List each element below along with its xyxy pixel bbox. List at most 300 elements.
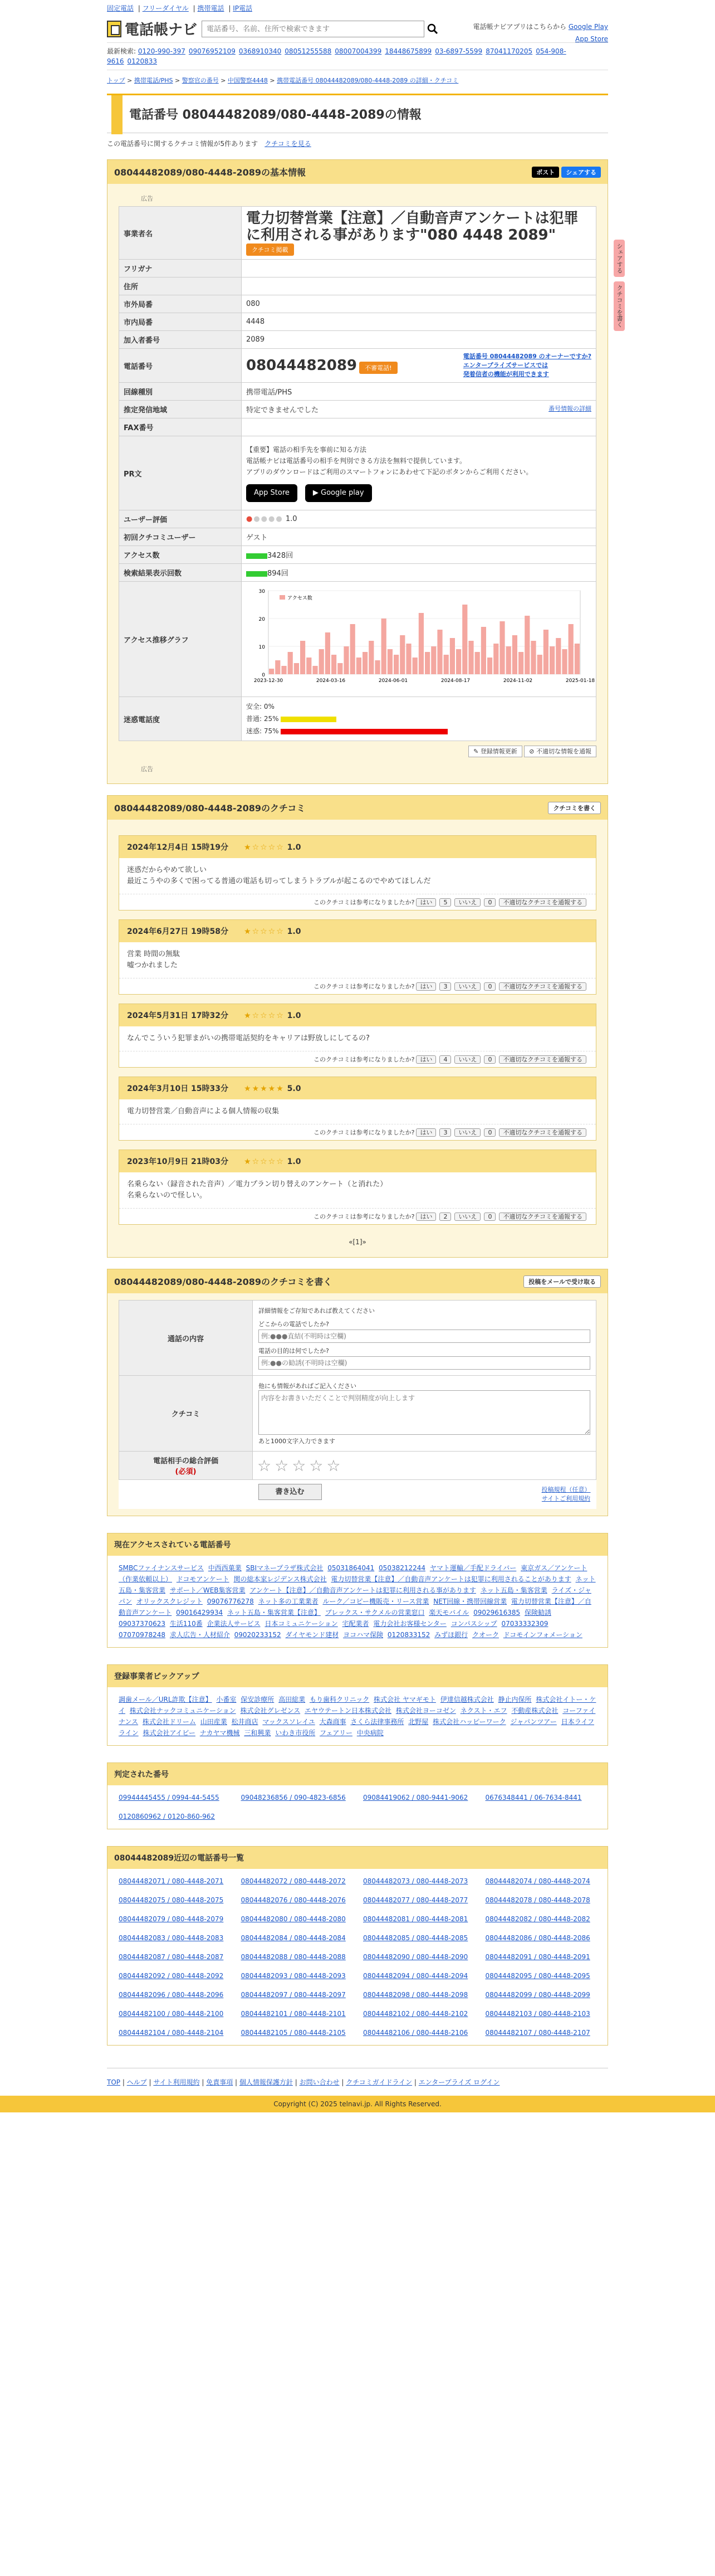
pickup-link[interactable]: ネクスト・エフ bbox=[460, 1707, 507, 1715]
nearby-number-link[interactable]: 08044482101 / 080-4448-2101 bbox=[241, 2010, 346, 2018]
normal-bar bbox=[281, 717, 336, 722]
access-bar-mark bbox=[331, 655, 336, 674]
access-link[interactable]: 宅配業者 bbox=[342, 1620, 369, 1628]
no-count: 0 bbox=[484, 898, 496, 907]
access-bar-mark bbox=[337, 663, 342, 674]
nearby-number-link[interactable]: 08044482095 / 080-4448-2095 bbox=[485, 1972, 590, 1980]
char-count: あと1000文字入力できます bbox=[258, 1438, 335, 1445]
region-label: 推定発信地域 bbox=[119, 401, 242, 418]
subscriber-value: 2089 bbox=[242, 331, 596, 349]
helpful-yes-button[interactable]: はい bbox=[416, 1128, 436, 1137]
pickup-link[interactable]: 株式会社アイビー bbox=[143, 1729, 195, 1737]
purpose-input[interactable] bbox=[258, 1356, 590, 1370]
access-bar-mark bbox=[300, 641, 305, 674]
access-link[interactable]: 中西西菓業 bbox=[208, 1564, 242, 1572]
footer-link[interactable]: 免責事項 bbox=[206, 2078, 233, 2086]
see-reviews-link[interactable]: クチコミを見る bbox=[265, 140, 311, 148]
nearby-number-link[interactable]: 08044482078 / 080-4448-2078 bbox=[485, 1896, 590, 1904]
access-link[interactable]: 電力会社お客様センター bbox=[373, 1620, 447, 1628]
access-link[interactable]: クオーク bbox=[472, 1631, 499, 1639]
review-card bbox=[119, 1150, 596, 1225]
x-tick-label: 2024-03-16 bbox=[316, 678, 346, 684]
caller-question: どこからの電話でしたか? bbox=[258, 1321, 329, 1328]
pickup-link[interactable]: 株式会社ハッピーワーク bbox=[433, 1718, 506, 1726]
submit-button[interactable]: 書き込む bbox=[258, 1484, 322, 1500]
access-bar-mark bbox=[506, 646, 511, 674]
access-link[interactable]: ドコモアンケート bbox=[176, 1575, 229, 1583]
nearby-number-link[interactable]: 08044482071 / 080-4448-2071 bbox=[119, 1877, 224, 1885]
terms-link[interactable]: サイトご利用規約 bbox=[541, 1495, 591, 1502]
nearby-number-link[interactable]: 08044482085 / 080-4448-2085 bbox=[363, 1934, 468, 1942]
access-section bbox=[107, 1533, 608, 1648]
review-card bbox=[119, 1004, 596, 1068]
access-bar-mark bbox=[537, 655, 542, 674]
google-play-link[interactable]: Google Play bbox=[568, 23, 608, 31]
local-code-value: 4448 bbox=[242, 313, 596, 331]
access-link[interactable]: 電力切替営業【注意】／自動音声アンケート bbox=[119, 1598, 591, 1616]
rating-star-input[interactable]: ☆☆☆☆☆ bbox=[253, 1452, 596, 1480]
access-bar-mark bbox=[419, 613, 424, 674]
access-link[interactable]: ネット五島・集客営業【注意】 bbox=[227, 1609, 321, 1616]
subscriber-label: 加入者番号 bbox=[119, 331, 242, 349]
access-link[interactable]: 東京ガス／アンケート（作業依頼以上） bbox=[119, 1564, 587, 1583]
access-bar-mark bbox=[425, 652, 430, 674]
helpful-question: このクチコミは参考になりましたか? bbox=[314, 1213, 415, 1220]
review-stars: ★☆☆☆☆ bbox=[244, 843, 285, 852]
helpful-no-button[interactable]: いいえ bbox=[454, 1055, 481, 1064]
access-value: 3428回 bbox=[267, 552, 293, 560]
x-tick-label: 2023-12-30 bbox=[253, 678, 283, 684]
access-link[interactable]: 07070978248 bbox=[119, 1631, 165, 1639]
pickup-link[interactable]: 伊達信越株式会社 bbox=[440, 1696, 494, 1703]
pickup-section bbox=[107, 1664, 608, 1746]
judged-number-link[interactable]: 09084419062 / 080-9441-9062 bbox=[363, 1794, 468, 1801]
nearby-number-link[interactable]: 08044482093 / 080-4448-2093 bbox=[241, 1972, 346, 1980]
report-review-button[interactable]: 不適切なクチコミを通報する bbox=[499, 898, 586, 907]
helpful-no-button[interactable]: いいえ bbox=[454, 1128, 481, 1137]
danger-label: 迷惑電話度 bbox=[119, 697, 242, 741]
recent-link[interactable]: 08051255588 bbox=[285, 47, 332, 55]
app-promo-text: 電話帳ナビアプリはこちらから bbox=[473, 23, 567, 31]
recent-link[interactable]: 054-908-9616 bbox=[107, 47, 566, 65]
access-link[interactable]: オリックスクレジット bbox=[136, 1598, 203, 1605]
purpose-question: 電話の目的は何でしたか? bbox=[258, 1347, 329, 1355]
furigana-value bbox=[242, 260, 596, 277]
access-link[interactable]: 09076776278 bbox=[207, 1598, 254, 1605]
nearby-number-link[interactable]: 08044482084 / 080-4448-2084 bbox=[241, 1934, 346, 1942]
access-link[interactable]: アンケート【注意】／自動音声アンケートは犯罪に利用される事があります bbox=[249, 1586, 476, 1594]
footer-link[interactable]: サイト利用規約 bbox=[153, 2078, 200, 2086]
access-bar-mark bbox=[413, 658, 418, 674]
footer-link[interactable]: 個人情報保護方針 bbox=[239, 2078, 293, 2086]
access-link[interactable]: 07033332309 bbox=[501, 1620, 549, 1628]
pickup-link[interactable]: 不動産株式会社 bbox=[511, 1707, 559, 1715]
report-info-button[interactable] bbox=[524, 746, 596, 757]
access-link[interactable]: SBIマネープラザ株式会社 bbox=[246, 1564, 324, 1572]
x-tick-label: 2024-06-01 bbox=[378, 678, 408, 684]
nearby-number-link[interactable]: 08044482081 / 080-4448-2081 bbox=[363, 1915, 468, 1923]
breadcrumb-link[interactable]: トップ bbox=[107, 77, 125, 84]
access-link[interactable]: 生活110番 bbox=[169, 1620, 203, 1628]
y-tick-label: 30 bbox=[258, 589, 265, 595]
basic-info-section bbox=[107, 159, 608, 784]
edit-icon: ✎ bbox=[473, 748, 481, 755]
access-link[interactable]: 05031864041 bbox=[327, 1564, 375, 1572]
pickup-link[interactable]: 株式会社イトー・ケイ bbox=[119, 1696, 596, 1715]
first-user-label: 初回クチコミユーザー bbox=[119, 528, 242, 546]
access-bar bbox=[246, 553, 267, 559]
access-link[interactable]: ネット五島・集客営業 bbox=[480, 1586, 547, 1594]
nearby-number-link[interactable]: 08044482106 / 080-4448-2106 bbox=[363, 2029, 468, 2037]
access-link[interactable]: コンパスシップ bbox=[450, 1620, 497, 1628]
ad-label: 広告 bbox=[141, 195, 153, 202]
y-tick-label: 10 bbox=[258, 645, 265, 650]
search-icon[interactable] bbox=[424, 21, 441, 37]
legend-swatch bbox=[280, 595, 285, 600]
fax-value bbox=[242, 418, 596, 436]
nearby-number-link[interactable]: 08044482079 / 080-4448-2079 bbox=[119, 1915, 224, 1923]
nearby-number-link[interactable]: 08044482099 / 080-4448-2099 bbox=[485, 1991, 590, 1999]
top-nav-link[interactable]: フリーダイヤル bbox=[142, 4, 189, 12]
footer-link[interactable]: エンタープライズ ログイン bbox=[418, 2078, 500, 2086]
owner-link[interactable]: 電話番号 08044482089 のオーナーですか? bbox=[463, 353, 591, 360]
access-link[interactable]: 05038212244 bbox=[379, 1564, 426, 1572]
access-link[interactable]: ダイヤモンド建材 bbox=[285, 1631, 339, 1639]
nearby-number-link[interactable]: 08044482073 / 080-4448-2073 bbox=[363, 1877, 468, 1885]
nearby-number-link[interactable]: 08044482080 / 080-4448-2080 bbox=[241, 1915, 346, 1923]
pickup-link[interactable]: 株式会社グレゼンス bbox=[240, 1707, 301, 1715]
recent-link[interactable]: 08007004399 bbox=[335, 47, 382, 55]
recent-link[interactable]: 0368910340 bbox=[238, 47, 282, 55]
phone-label: 電話番号 bbox=[119, 349, 242, 383]
business-name-label: 事業者名 bbox=[119, 207, 242, 260]
mail-subscribe-button[interactable]: 投稿をメールで受け取る bbox=[523, 1275, 601, 1288]
footer-link[interactable]: クチコミガイドライン bbox=[346, 2078, 413, 2086]
pickup-link[interactable]: 中央病院 bbox=[356, 1729, 384, 1737]
nearby-number-link[interactable]: 08044482082 / 080-4448-2082 bbox=[485, 1915, 590, 1923]
page bbox=[107, 0, 623, 2096]
nearby-number-link[interactable]: 08044482091 / 080-4448-2091 bbox=[485, 1953, 590, 1961]
pickup-link[interactable]: いわき市役所 bbox=[275, 1729, 316, 1737]
access-link[interactable]: 企業法人サービス bbox=[207, 1620, 261, 1628]
access-link[interactable]: 09037370623 bbox=[119, 1620, 165, 1628]
address-value bbox=[242, 277, 596, 295]
breadcrumb: トップ > 携帯電話/PHS > 警察官の番号 > 中国警察4448 > 携帯電話番号 08044482089/080-4448-2089 の詳細・クチコミ bbox=[107, 77, 459, 84]
local-code-label: 市内局番 bbox=[119, 313, 242, 331]
access-link[interactable]: 日本コミュニケーション bbox=[265, 1620, 338, 1628]
display-bar bbox=[246, 571, 267, 577]
access-bar-mark bbox=[525, 616, 530, 674]
access-bar-mark bbox=[462, 605, 467, 674]
pickup-link[interactable]: 小番室 bbox=[216, 1696, 237, 1703]
access-bar-mark bbox=[294, 663, 299, 674]
helpful-question: このクチコミは参考になりましたか? bbox=[314, 1129, 415, 1136]
review-question: 他にも情報があればご記入ください bbox=[258, 1382, 356, 1390]
top-nav-link[interactable]: 携帯電話 bbox=[197, 4, 224, 12]
access-bar-mark bbox=[493, 644, 498, 674]
no-count: 0 bbox=[484, 982, 496, 991]
review-form bbox=[119, 1300, 596, 1509]
report-review-button[interactable]: 不適切なクチコミを通報する bbox=[499, 982, 586, 991]
yes-count: 5 bbox=[439, 898, 451, 907]
access-bar-mark bbox=[325, 632, 330, 674]
nearby-number-link[interactable]: 08044482075 / 080-4448-2075 bbox=[119, 1896, 224, 1904]
judged-heading: 判定された番号 bbox=[107, 1763, 608, 1785]
breadcrumb-link[interactable]: 携帯電話番号 08044482089/080-4448-2089 の詳細・クチコミ bbox=[277, 77, 459, 84]
review-text: 電力切替営業／自動音声による個人情報の収集 bbox=[127, 1107, 280, 1116]
recent-link[interactable]: 18448675899 bbox=[385, 47, 432, 55]
pickup-link[interactable]: エヤウテートン日本株式会社 bbox=[304, 1707, 391, 1715]
pickup-link[interactable]: さくら法律事務所 bbox=[350, 1718, 404, 1726]
fax-label: FAX番号 bbox=[119, 418, 242, 436]
breadcrumb-link[interactable]: 携帯電話/PHS bbox=[134, 77, 173, 84]
pickup-link[interactable]: 日本ライフライン bbox=[119, 1718, 594, 1737]
pickup-link[interactable]: 株式会社ドリーム bbox=[142, 1718, 196, 1726]
furigana-label: フリガナ bbox=[119, 260, 242, 277]
nearby-number-link[interactable]: 08044482098 / 080-4448-2098 bbox=[363, 1991, 468, 1999]
review-score: 1.0 bbox=[287, 1011, 301, 1020]
review-date: 2024年12月4日 15時19分 bbox=[127, 843, 229, 852]
phone-number: 08044482089 bbox=[246, 357, 357, 374]
pager[interactable]: «[1]» bbox=[349, 1238, 366, 1246]
nearby-number-link[interactable]: 08044482090 / 080-4448-2090 bbox=[363, 1953, 468, 1961]
app-store-link[interactable]: App Store bbox=[575, 35, 608, 43]
access-bar-mark bbox=[388, 649, 393, 674]
access-bar-mark bbox=[281, 666, 286, 674]
access-bar-mark bbox=[406, 644, 411, 674]
nearby-number-link[interactable]: 08044482105 / 080-4448-2105 bbox=[241, 2029, 346, 2037]
yes-count: 2 bbox=[439, 1212, 451, 1221]
side-review[interactable]: クチコミを書く bbox=[614, 281, 625, 331]
pr-label: PR文 bbox=[119, 436, 242, 510]
access-link[interactable]: 09016429934 bbox=[176, 1609, 223, 1616]
top-nav-link[interactable]: 固定電話 bbox=[107, 4, 134, 12]
pickup-link[interactable]: ジャパンツアー bbox=[510, 1718, 557, 1726]
recent-link[interactable]: 0120833 bbox=[127, 57, 157, 65]
nearby-number-link[interactable]: 08044482094 / 080-4448-2094 bbox=[363, 1972, 468, 1980]
recent-label: 最新検索: bbox=[107, 47, 136, 55]
access-link[interactable]: ブレックス・サクメルの営業窓口 bbox=[325, 1609, 425, 1616]
judged-number-link[interactable]: 09944445455 / 0994-44-5455 bbox=[119, 1794, 219, 1801]
helpful-no-button[interactable]: いいえ bbox=[454, 982, 481, 991]
caller-input[interactable] bbox=[258, 1330, 590, 1343]
access-link[interactable]: ドコモインフォメーション bbox=[503, 1631, 582, 1639]
nearby-number-link[interactable]: 08044482097 / 080-4448-2097 bbox=[241, 1991, 346, 1999]
page-title: 電話番号 08044482089/080-4448-2089の情報 bbox=[129, 108, 422, 122]
enterprise-link[interactable]: エンタープライズサービスでは bbox=[463, 362, 549, 369]
review-text: 営業 時間の無駄 嘘つかれました bbox=[127, 950, 180, 970]
pickup-link[interactable]: 北野屋 bbox=[408, 1718, 429, 1726]
review-date: 2024年6月27日 19時58分 bbox=[127, 927, 229, 936]
pickup-link[interactable]: 調歯メール／URL詐欺【注意】 bbox=[119, 1696, 212, 1703]
call-content-label: 通話の内容 bbox=[119, 1301, 253, 1376]
access-link[interactable]: ヨコハマ保険 bbox=[343, 1631, 384, 1639]
report-review-button[interactable]: 不適切なクチコミを通報する bbox=[499, 1055, 586, 1064]
access-link[interactable]: ライズ・ジャパン bbox=[119, 1586, 591, 1605]
nearby-number-link[interactable]: 08044482074 / 080-4448-2074 bbox=[485, 1877, 590, 1885]
nearby-number-link[interactable]: 08044482083 / 080-4448-2083 bbox=[119, 1934, 224, 1942]
posting-rules-link[interactable]: 投稿規程（任意） bbox=[541, 1486, 591, 1493]
nearby-number-link[interactable]: 08044482104 / 080-4448-2104 bbox=[119, 2029, 224, 2037]
access-link[interactable]: 0120833152 bbox=[387, 1631, 430, 1639]
review-score: 1.0 bbox=[287, 927, 301, 936]
nearby-heading: 08044482089近辺の電話番号一覧 bbox=[107, 1847, 608, 1869]
rating-input-label: 電話相手の総合評価 bbox=[153, 1457, 218, 1465]
enterprise-feature-link[interactable]: 発着信者の機能が利用できます bbox=[463, 371, 549, 378]
nearby-number-link[interactable]: 08044482086 / 080-4448-2086 bbox=[485, 1934, 590, 1942]
access-bar-mark bbox=[431, 646, 436, 674]
pickup-link[interactable]: ナカヤマ機械 bbox=[199, 1729, 240, 1737]
helpful-yes-button[interactable]: はい bbox=[416, 1055, 436, 1064]
no-count: 0 bbox=[484, 1212, 496, 1221]
pickup-link[interactable]: もり歯科クリニック bbox=[309, 1696, 370, 1703]
area-code-label: 市外局番 bbox=[119, 295, 242, 313]
review-stars: ★☆☆☆☆ bbox=[244, 1157, 285, 1166]
business-name: 電力切替営業【注意】／自動音声アンケートは犯罪に利用される事があります"080 4448 2089" bbox=[246, 210, 579, 244]
access-link[interactable]: NET回線・携帯回線営業 bbox=[433, 1598, 507, 1605]
pickup-link[interactable]: マックスソレイユ bbox=[262, 1718, 315, 1726]
pickup-link[interactable]: 三和興業 bbox=[244, 1729, 271, 1737]
footer-link[interactable]: TOP bbox=[107, 2078, 121, 2086]
app-links bbox=[473, 21, 608, 45]
access-link[interactable]: サポート／WEB集客営業 bbox=[169, 1586, 246, 1594]
region-value: 特定できませんでした bbox=[246, 406, 319, 415]
update-info-button[interactable] bbox=[468, 746, 522, 757]
access-link[interactable]: みずほ銀行 bbox=[434, 1631, 468, 1639]
pickup-link[interactable]: フェアリー bbox=[320, 1729, 352, 1737]
pickup-link[interactable]: 静止内保所 bbox=[498, 1696, 532, 1703]
app-store-badge[interactable] bbox=[246, 484, 297, 502]
pickup-link[interactable]: 保安診療所 bbox=[241, 1696, 275, 1703]
recent-link[interactable]: 03-6897-5599 bbox=[435, 47, 483, 55]
pickup-link[interactable]: 山田産業 bbox=[200, 1718, 227, 1726]
review-textarea[interactable] bbox=[258, 1390, 590, 1435]
breadcrumb-link[interactable]: 警察官の番号 bbox=[182, 77, 219, 84]
access-link[interactable]: 楽天モバイル bbox=[429, 1609, 469, 1616]
nearby-number-link[interactable]: 08044482087 / 080-4448-2087 bbox=[119, 1953, 224, 1961]
area-code-value: 080 bbox=[242, 295, 596, 313]
nearby-number-link[interactable]: 08044482076 / 080-4448-2076 bbox=[241, 1896, 346, 1904]
side-float bbox=[614, 240, 634, 335]
access-link[interactable]: SMBCファイナンスサービス bbox=[119, 1564, 204, 1572]
footer-link[interactable]: ヘルプ bbox=[126, 2078, 147, 2086]
search-input[interactable] bbox=[202, 21, 424, 37]
helpful-yes-button[interactable]: はい bbox=[416, 982, 436, 991]
report-icon: ⊘ bbox=[529, 748, 536, 755]
review-score: 1.0 bbox=[287, 843, 301, 852]
access-bar-mark bbox=[550, 646, 555, 674]
access-bar-mark bbox=[350, 624, 355, 674]
pickup-link[interactable]: 松井商店 bbox=[231, 1718, 258, 1726]
pickup-link[interactable]: 大森商事 bbox=[319, 1718, 346, 1726]
nearby-number-link[interactable]: 08044482092 / 080-4448-2092 bbox=[119, 1972, 224, 1980]
no-count: 0 bbox=[484, 1055, 496, 1064]
post-button[interactable]: ポスト bbox=[532, 167, 559, 178]
access-link[interactable]: ヤマト運輸／手配ドライバー bbox=[429, 1564, 517, 1572]
nearby-number-link[interactable]: 08044482100 / 080-4448-2100 bbox=[119, 2010, 224, 2018]
nearby-number-link[interactable]: 08044482107 / 080-4448-2107 bbox=[485, 2029, 590, 2037]
nearby-number-link[interactable]: 08044482103 / 080-4448-2103 bbox=[485, 2010, 590, 2018]
nearby-number-link[interactable]: 08044482102 / 080-4448-2102 bbox=[363, 2010, 468, 2018]
display-value: 894回 bbox=[267, 569, 288, 578]
reviews-heading: 08044482089/080-4448-2089のクチコミ bbox=[114, 803, 306, 814]
review-label: クチコミ bbox=[119, 1376, 253, 1452]
access-link[interactable]: ネット多の工業業者 bbox=[258, 1598, 319, 1605]
helpful-yes-button[interactable]: はい bbox=[416, 898, 436, 907]
pickup-link[interactable]: 株式会社ヨーコゼン bbox=[395, 1707, 456, 1715]
access-bar-mark bbox=[437, 630, 442, 674]
footer-link[interactable]: お問い合わせ bbox=[299, 2078, 340, 2086]
access-link[interactable]: 09020233152 bbox=[234, 1631, 281, 1639]
pickup-heading: 登録事業者ピックアップ bbox=[107, 1665, 608, 1687]
pickup-link[interactable]: 高田総業 bbox=[278, 1696, 306, 1703]
nearby-number-link[interactable]: 08044482077 / 080-4448-2077 bbox=[363, 1896, 468, 1904]
access-link[interactable]: 関の総本家レジデンス株式会社 bbox=[233, 1575, 327, 1583]
recent-link[interactable]: 87041170205 bbox=[486, 47, 533, 55]
intro-text: この電話番号に関するクチコミ情報が5件あります bbox=[107, 140, 258, 148]
access-link[interactable]: 09029616385 bbox=[473, 1609, 521, 1616]
pickup-link[interactable]: コーファイナンス bbox=[119, 1707, 596, 1726]
helpful-yes-button[interactable]: はい bbox=[416, 1212, 436, 1221]
share-button[interactable]: シェアする bbox=[561, 167, 601, 178]
access-link[interactable]: ネット五島・集客営業 bbox=[119, 1575, 596, 1594]
judged-number-link[interactable]: 09048236856 / 090-4823-6856 bbox=[241, 1794, 346, 1801]
access-link[interactable]: 電力切替営業【注意】／自動音声アンケートは犯罪に利用されることがあります bbox=[331, 1575, 571, 1583]
review-tag[interactable]: クチコミ掲載 bbox=[246, 244, 294, 256]
form-hint: 詳細情報をご存知であれば教えてください bbox=[258, 1307, 375, 1314]
rating-label: ユーザー評価 bbox=[119, 510, 242, 528]
rating-value: 1.0 bbox=[285, 515, 297, 523]
judged-number-link[interactable]: 0120860962 / 0120-860-962 bbox=[119, 1813, 216, 1820]
number-detail-link[interactable]: 番号情報の詳細 bbox=[549, 405, 591, 412]
nearby-number-link[interactable]: 08044482088 / 080-4448-2088 bbox=[241, 1953, 346, 1961]
helpful-question: このクチコミは参考になりましたか? bbox=[314, 899, 415, 906]
pickup-link[interactable]: 株式会社ナックコミュニケーション bbox=[129, 1707, 236, 1715]
access-bar-mark bbox=[288, 652, 293, 674]
top-nav-link[interactable]: IP電話 bbox=[233, 4, 252, 12]
google-play-text: Google play bbox=[321, 489, 364, 497]
pickup-link[interactable]: 株式会社 ヤマギモト bbox=[374, 1696, 436, 1703]
helpful-no-button[interactable]: いいえ bbox=[454, 1212, 481, 1221]
breadcrumb-link[interactable]: 中国警察4448 bbox=[227, 77, 268, 84]
line-type-value: 携帯電話/PHS bbox=[242, 383, 596, 401]
write-review-button[interactable]: クチコミを書く bbox=[548, 802, 601, 814]
access-bar-mark bbox=[569, 624, 574, 674]
side-share[interactable]: シェアする bbox=[614, 240, 625, 277]
review-score: 1.0 bbox=[287, 1157, 301, 1166]
site-logo[interactable] bbox=[107, 18, 202, 39]
recent-link[interactable]: 0120-990-397 bbox=[138, 47, 185, 55]
nearby-number-link[interactable]: 08044482072 / 080-4448-2072 bbox=[241, 1877, 346, 1885]
judged-number-link[interactable]: 0676348441 / 06-7634-8441 bbox=[485, 1794, 582, 1801]
reviews-section bbox=[107, 795, 608, 1258]
access-link[interactable]: ルーク／コピー機販売・リース営業 bbox=[322, 1598, 429, 1605]
access-link[interactable]: 保険勧誘 bbox=[524, 1609, 551, 1616]
report-info-text: 不適切な情報を通報 bbox=[536, 748, 591, 755]
google-play-badge[interactable] bbox=[305, 484, 372, 502]
helpful-no-button[interactable]: いいえ bbox=[454, 898, 481, 907]
nearby-number-link[interactable]: 08044482096 / 080-4448-2096 bbox=[119, 1991, 224, 1999]
report-review-button[interactable]: 不適切なクチコミを通報する bbox=[499, 1212, 586, 1221]
access-bar-mark bbox=[512, 635, 517, 674]
access-bar-mark bbox=[456, 649, 461, 674]
report-review-button[interactable]: 不適切なクチコミを通報する bbox=[499, 1128, 586, 1137]
recent-link[interactable]: 09076952109 bbox=[188, 47, 236, 55]
pr-body: 電話帳ナビは電話番号の相手を判別できる方法を無料で提供しています。 bbox=[246, 457, 467, 465]
access-link[interactable]: 求人広告・人材紹介 bbox=[169, 1631, 230, 1639]
write-review-heading: 08044482089/080-4448-2089のクチコミを書く bbox=[114, 1277, 332, 1287]
copyright: Copyright (C) 2025 telnavi.jp. All Rights Reserved. bbox=[0, 2096, 715, 2112]
